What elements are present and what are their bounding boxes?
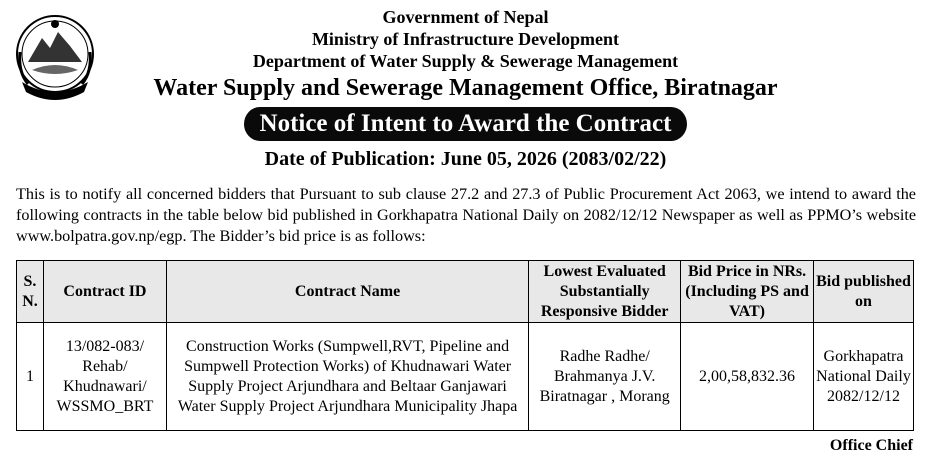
header-bidder: Lowest Evaluated Substantially Responsive Bidder: [529, 261, 681, 323]
notice-title: Notice of Intent to Award the Contract: [244, 107, 688, 141]
office-name: Water Supply and Sewerage Management Office, Biratnagar: [153, 75, 778, 101]
cell-sn: 1: [17, 323, 44, 431]
cell-bidder: Radhe Radhe/ Brahmanya J.V. Biratnagar , Morang: [529, 323, 681, 431]
publication-date: Date of Publication: June 05, 2026 (2083/02/22): [264, 148, 667, 170]
table-row: [17, 323, 914, 431]
government-name: Government of Nepal: [382, 7, 549, 27]
letterhead: [0, 6, 931, 171]
header-sn: S. N.: [17, 261, 44, 323]
signature-office-chief: Office Chief: [829, 437, 913, 454]
contracts-table: [16, 260, 914, 431]
ministry-name: Ministry of Infrastructure Development: [311, 29, 620, 49]
cell-price: 2,00,58,832.36: [681, 323, 814, 431]
department-name: Department of Water Supply & Sewerage Management: [252, 51, 679, 71]
header-price: Bid Price in NRs. (Including PS and VAT): [681, 261, 814, 323]
header-contract-name: Contract Name: [166, 261, 528, 323]
intro-paragraph: This is to notify all concerned bidders that Pursuant to sub clause 27.2 and 27.3 of Public Procurement Act 2063, we intend to award the following contracts in the table below bid published in Gorkhapatra National Daily on 2082/12/12 Newspaper as well as PPMO’s website www.bolpatra.gov.np/egp. The Bidder’s bid price is as follows:: [16, 185, 916, 245]
header-published: Bid published on: [814, 261, 914, 323]
cell-contract-name: Construction Works (Sumpwell,RVT, Pipeline and Sumpwell Protection Works) of Khudnawari Water Supply Project Arjundhara and Beltaar Ganjawari Water Supply Project Arjundhara Municipality Jhapa: [166, 323, 528, 431]
cell-published: Gorkhapatra National Daily 2082/12/12: [814, 323, 914, 431]
table-header-row: [17, 261, 914, 323]
cell-contract-id: 13/082-083/ Rehab/ Khudnawari/ WSSMO_BRT: [43, 323, 166, 431]
header-contract-id: Contract ID: [43, 261, 166, 323]
